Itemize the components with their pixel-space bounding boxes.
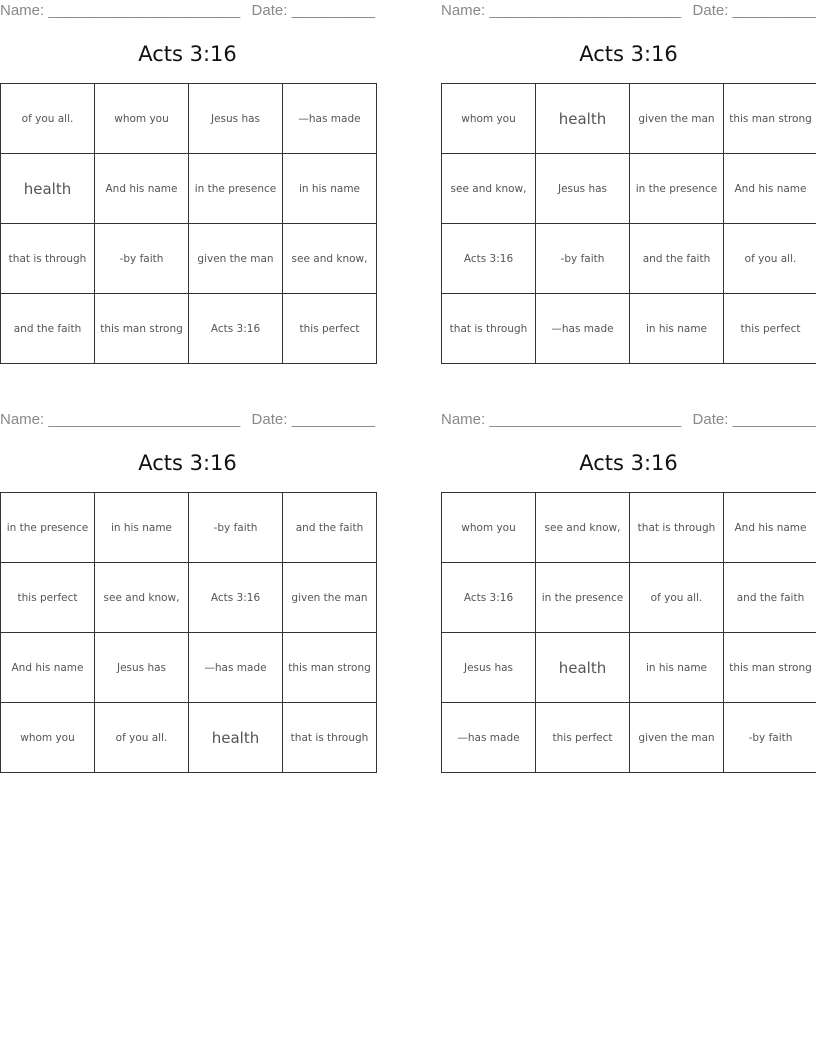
- grid-cell: in his name: [630, 294, 724, 364]
- grid-cell: And his name: [1, 633, 95, 703]
- name-field-label: Name: _______________________: [441, 411, 682, 428]
- grid-cell: Jesus has: [536, 154, 630, 224]
- grid-cell: of you all.: [95, 703, 189, 773]
- grid-cell: this perfect: [283, 294, 377, 364]
- grid-cell: And his name: [724, 154, 816, 224]
- grid-cell: Jesus has: [442, 633, 536, 703]
- card-title: Acts 3:16: [138, 42, 237, 66]
- grid-row: [1, 703, 377, 773]
- grid-cell: this man strong: [724, 84, 816, 154]
- grid-row: [442, 703, 816, 773]
- grid-cell: health: [1, 154, 95, 224]
- name-field-label: Name: _______________________: [0, 411, 241, 428]
- grid-cell: And his name: [724, 493, 816, 563]
- grid-cell: this man strong: [95, 294, 189, 364]
- grid-cell: health: [189, 703, 283, 773]
- grid-cell: health: [536, 633, 630, 703]
- grid-cell: whom you: [95, 84, 189, 154]
- grid-cell: Jesus has: [95, 633, 189, 703]
- bingo-grid: [441, 83, 816, 364]
- grid-row: [1, 493, 377, 563]
- bingo-card-1: [0, 0, 375, 335]
- grid-row: [1, 84, 377, 154]
- bingo-grid: [0, 83, 377, 364]
- grid-cell: of you all.: [630, 563, 724, 633]
- grid-cell: Acts 3:16: [442, 563, 536, 633]
- grid-cell: —has made: [189, 633, 283, 703]
- grid-cell: Acts 3:16: [189, 563, 283, 633]
- grid-cell: that is through: [630, 493, 724, 563]
- grid-cell: Acts 3:16: [442, 224, 536, 294]
- name-field-label: Name: _______________________: [0, 2, 241, 19]
- grid-row: [1, 154, 377, 224]
- grid-row: [1, 633, 377, 703]
- grid-cell: health: [536, 84, 630, 154]
- grid-cell: in the presence: [189, 154, 283, 224]
- grid-row: [1, 294, 377, 364]
- grid-cell: in the presence: [1, 493, 95, 563]
- grid-cell: this perfect: [1, 563, 95, 633]
- grid-cell: that is through: [1, 224, 95, 294]
- card-header: [441, 409, 816, 431]
- grid-cell: of you all.: [1, 84, 95, 154]
- grid-cell: of you all.: [724, 224, 816, 294]
- grid-cell: given the man: [630, 703, 724, 773]
- grid-cell: this perfect: [536, 703, 630, 773]
- grid-cell: —has made: [442, 703, 536, 773]
- grid-cell: that is through: [283, 703, 377, 773]
- grid-cell: in the presence: [536, 563, 630, 633]
- card-header: [0, 0, 375, 22]
- bingo-grid: [0, 492, 377, 773]
- grid-cell: this man strong: [724, 633, 816, 703]
- grid-row: [442, 633, 816, 703]
- grid-cell: this man strong: [283, 633, 377, 703]
- grid-cell: in his name: [283, 154, 377, 224]
- grid-row: [442, 154, 816, 224]
- grid-cell: and the faith: [1, 294, 95, 364]
- date-field-label: Date: __________: [692, 2, 816, 19]
- grid-cell: —has made: [536, 294, 630, 364]
- bingo-card-4: [441, 409, 816, 744]
- grid-cell: in his name: [95, 493, 189, 563]
- grid-cell: given the man: [189, 224, 283, 294]
- grid-row: [442, 224, 816, 294]
- grid-cell: Acts 3:16: [189, 294, 283, 364]
- grid-cell: and the faith: [724, 563, 816, 633]
- grid-cell: in the presence: [630, 154, 724, 224]
- grid-cell: given the man: [283, 563, 377, 633]
- grid-cell: given the man: [630, 84, 724, 154]
- name-field-label: Name: _______________________: [441, 2, 682, 19]
- grid-cell: -by faith: [189, 493, 283, 563]
- grid-row: [442, 563, 816, 633]
- grid-cell: and the faith: [630, 224, 724, 294]
- card-header: [441, 0, 816, 22]
- grid-cell: —has made: [283, 84, 377, 154]
- date-field-label: Date: __________: [251, 2, 375, 19]
- grid-cell: -by faith: [95, 224, 189, 294]
- grid-row: [442, 493, 816, 563]
- grid-row: [1, 563, 377, 633]
- grid-cell: -by faith: [724, 703, 816, 773]
- card-title: Acts 3:16: [138, 451, 237, 475]
- grid-cell: see and know,: [536, 493, 630, 563]
- grid-cell: see and know,: [442, 154, 536, 224]
- grid-cell: that is through: [442, 294, 536, 364]
- grid-cell: in his name: [630, 633, 724, 703]
- bingo-grid: [441, 492, 816, 773]
- grid-cell: whom you: [442, 84, 536, 154]
- grid-cell: whom you: [442, 493, 536, 563]
- grid-cell: -by faith: [536, 224, 630, 294]
- grid-cell: this perfect: [724, 294, 816, 364]
- grid-row: [442, 294, 816, 364]
- date-field-label: Date: __________: [692, 411, 816, 428]
- grid-row: [442, 84, 816, 154]
- grid-cell: see and know,: [95, 563, 189, 633]
- grid-cell: and the faith: [283, 493, 377, 563]
- date-field-label: Date: __________: [251, 411, 375, 428]
- card-title: Acts 3:16: [579, 451, 678, 475]
- grid-cell: And his name: [95, 154, 189, 224]
- grid-cell: see and know,: [283, 224, 377, 294]
- grid-cell: whom you: [1, 703, 95, 773]
- card-header: [0, 409, 375, 431]
- grid-cell: Jesus has: [189, 84, 283, 154]
- card-title: Acts 3:16: [579, 42, 678, 66]
- bingo-card-2: [441, 0, 816, 335]
- grid-row: [1, 224, 377, 294]
- bingo-card-3: [0, 409, 375, 747]
